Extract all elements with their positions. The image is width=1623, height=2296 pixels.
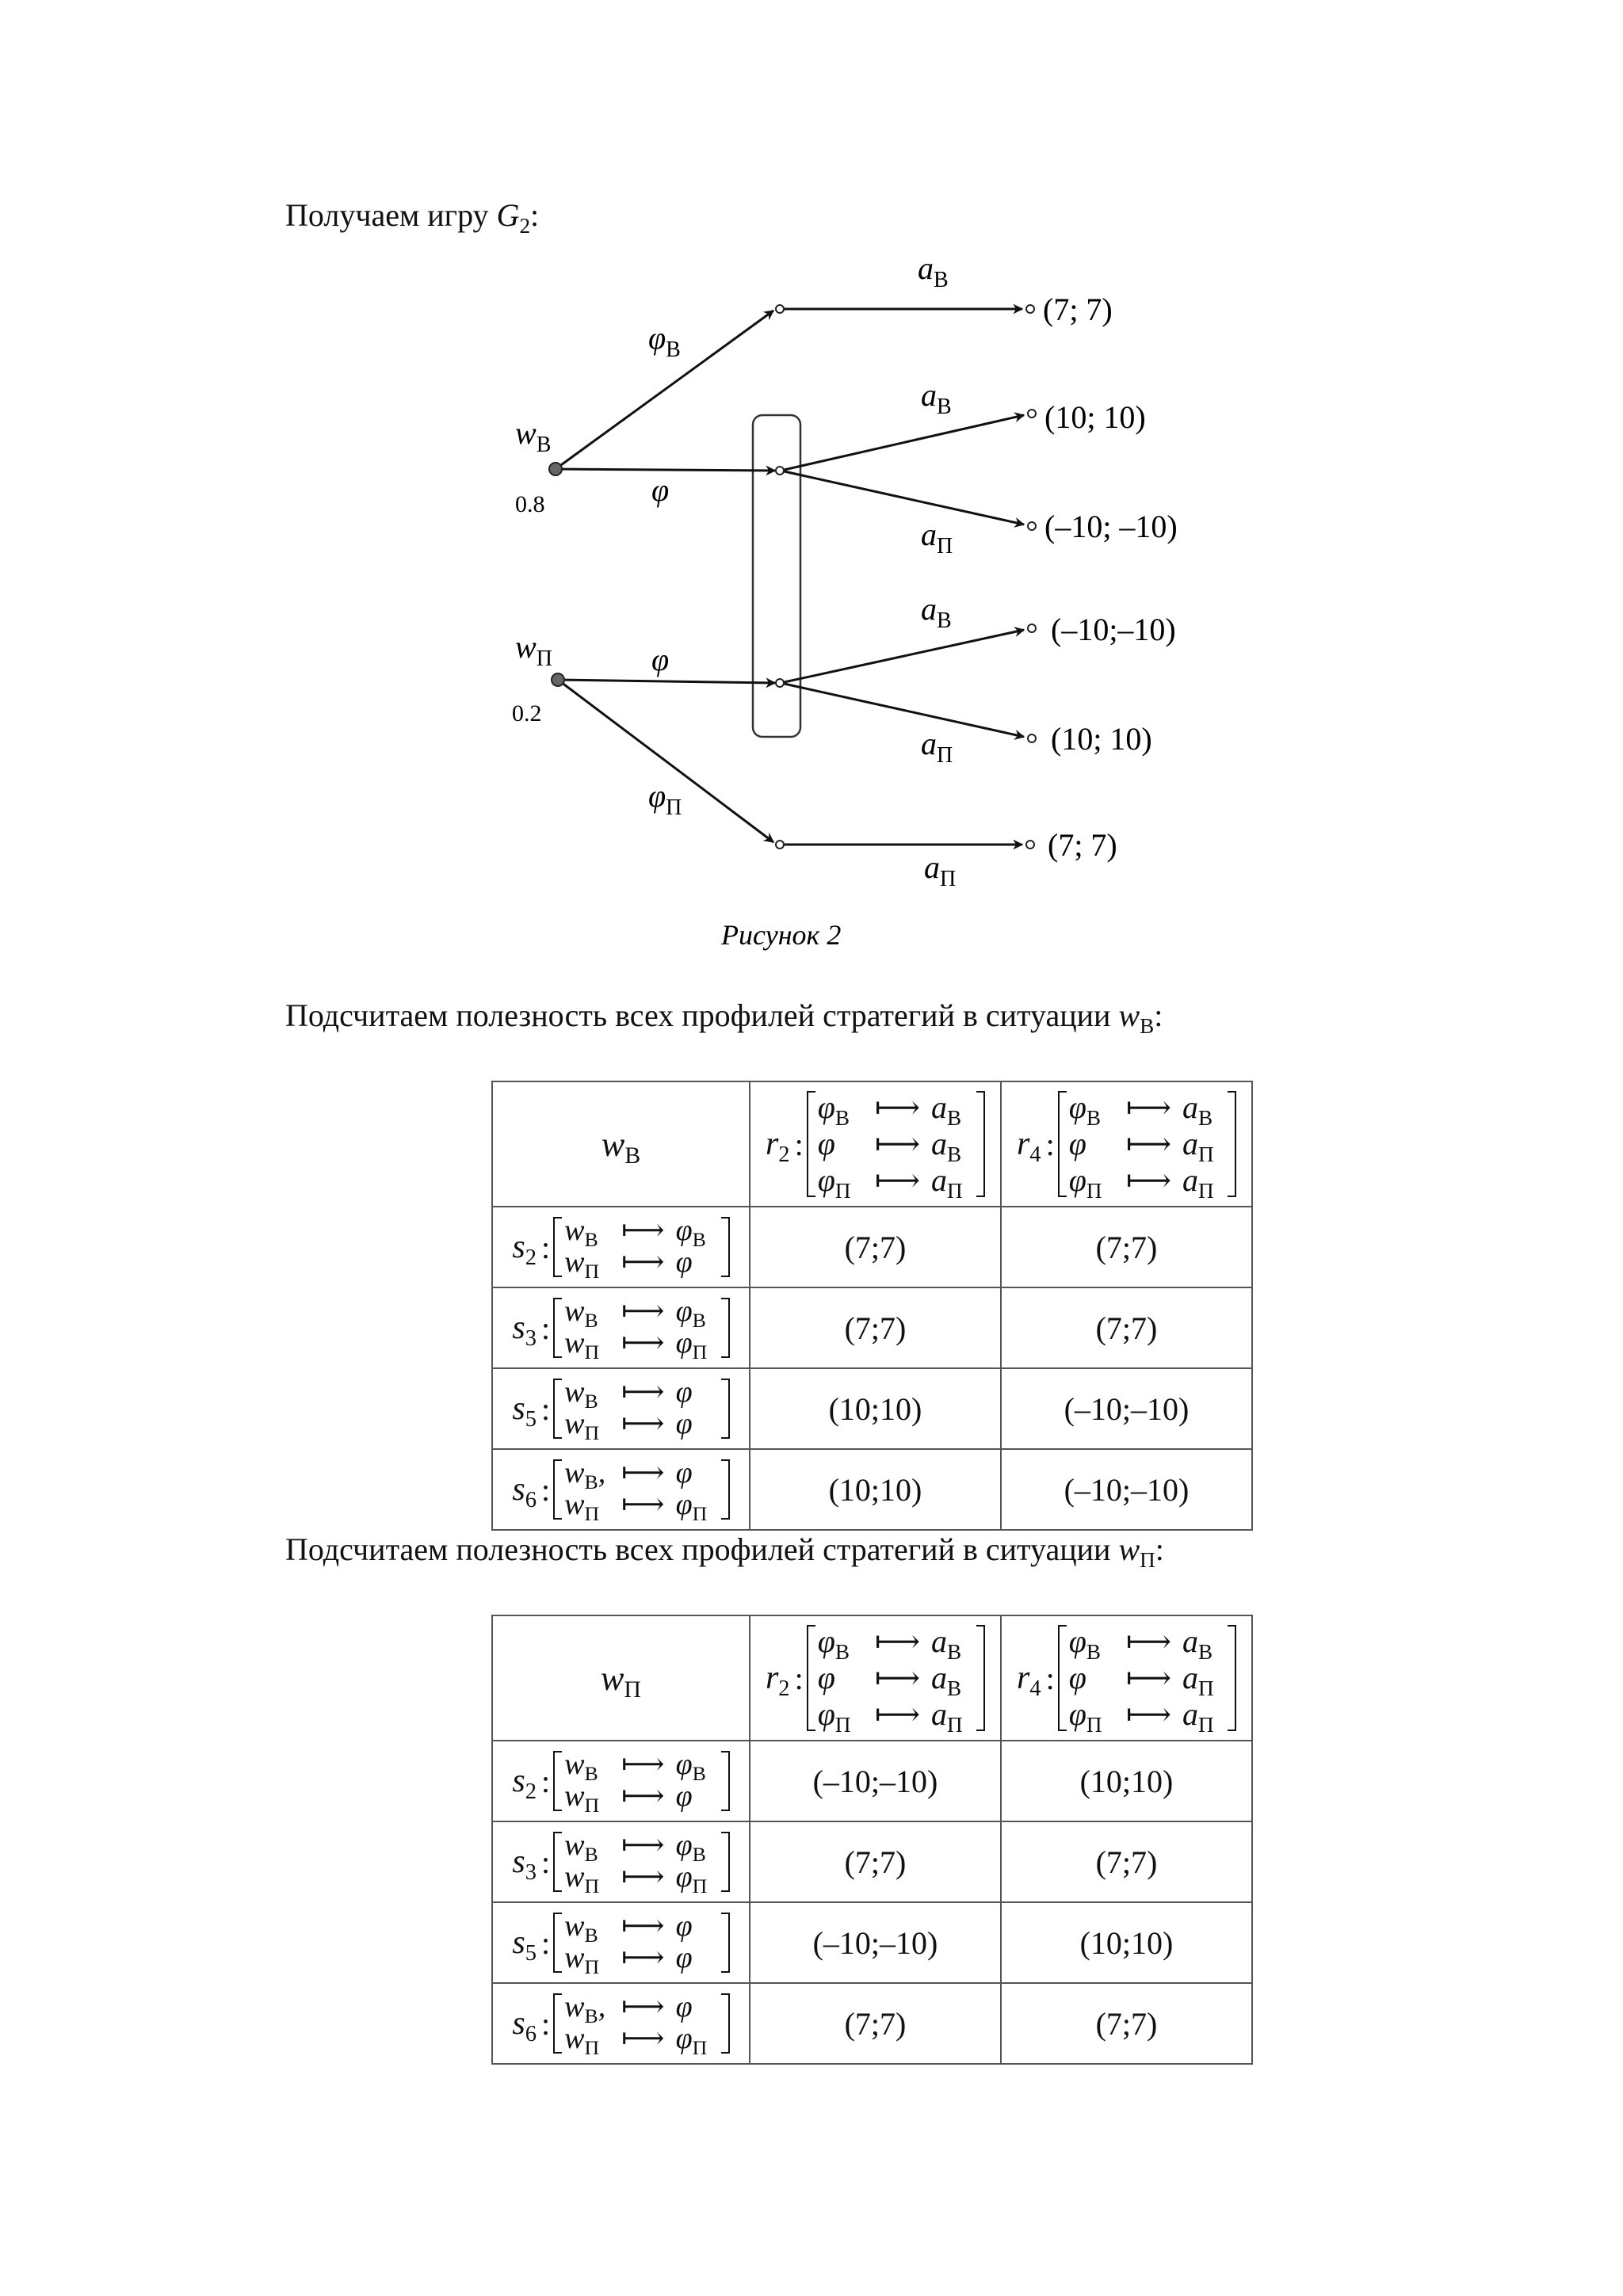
strategy-matrix: [553, 1295, 729, 1364]
map-to: φ: [675, 1245, 693, 1279]
strategy-matrix: [807, 1089, 985, 1203]
table-row: [492, 1207, 1252, 1287]
utility-value: (7;7): [750, 1821, 1001, 1902]
utility-value: (7;7): [750, 1983, 1001, 2064]
table-row: [492, 1983, 1252, 2064]
map-to: $\varphi_В$: [675, 1295, 706, 1333]
node-mid-1: [776, 305, 784, 313]
leaf-1: [1026, 305, 1034, 313]
edge-a3: [781, 471, 1024, 524]
table-header-row: [492, 1081, 1252, 1207]
table-row: [492, 1368, 1252, 1449]
map-from: $w_П$: [564, 1941, 600, 1979]
strategy-name: $r_4$: [1016, 1126, 1041, 1168]
map-to: $a_П$: [1182, 1696, 1214, 1737]
row-header-s2: $s_2$ : $w_В$ ⟼ $\varphi_В$ $w_П$ ⟼ φ: [492, 1741, 750, 1821]
map-from: φ: [1068, 1660, 1086, 1695]
map-to: φ: [675, 1909, 693, 1943]
payoff-5: (10; 10): [1051, 721, 1152, 757]
map-from: $\varphi_П$: [1068, 1162, 1102, 1203]
map-to: φ: [675, 1456, 693, 1490]
map-to: $a_В$: [931, 1126, 962, 1166]
intro-line: Получаем игру $G_2$:: [285, 197, 540, 238]
label-wB: $w_В$: [515, 415, 552, 457]
map-to: $a_В$: [931, 1660, 962, 1700]
maps-to-arrow: ⟼: [621, 1860, 665, 1894]
map-to: $\varphi_П$: [675, 1488, 708, 1526]
leaf-4: [1028, 624, 1036, 632]
strategy-name: $r_4$: [1016, 1660, 1041, 1702]
map-to: $\varphi_П$: [675, 2022, 708, 2060]
label-phiP: $\varphi_П$: [648, 778, 682, 820]
map-to: $\varphi_П$: [675, 1326, 708, 1364]
maps-to-arrow: ⟼: [621, 1779, 665, 1813]
map-to: $a_П$: [1182, 1126, 1214, 1166]
strategy-matrix: [553, 1748, 729, 1817]
strategy-matrix: [553, 1909, 729, 1979]
maps-to-arrow: ⟼: [621, 1748, 665, 1782]
node-mid-3: [776, 679, 784, 687]
row-header-s5: $s_5$ : $w_В$ ⟼ φ $w_П$ ⟼ φ: [492, 1368, 750, 1449]
maps-to-arrow: ⟼: [621, 1941, 665, 1974]
map-to: $a_П$: [1182, 1660, 1214, 1700]
maps-to-arrow: ⟼: [1125, 1126, 1172, 1161]
map-to: $\varphi_В$: [675, 1214, 706, 1252]
label-a3: $a_П$: [921, 517, 953, 559]
row-header-s3: $s_3$ : $w_В$ ⟼ $\varphi_В$ $w_П$ ⟼ $\varphi_П$: [492, 1821, 750, 1902]
row-header-s2: $s_2$ : $w_В$ ⟼ $\varphi_В$ $w_П$ ⟼ φ: [492, 1207, 750, 1287]
prob-wB: 0.8: [515, 491, 545, 517]
paragraph-situation-wP: Подсчитаем полезность всех профилей стратегий в ситуации $w_П$:: [285, 1531, 1164, 1572]
maps-to-arrow: ⟼: [621, 2022, 665, 2055]
strategy-name: $s_5$: [512, 1390, 537, 1432]
maps-to-arrow: ⟼: [874, 1126, 921, 1161]
utility-value: (7;7): [750, 1207, 1001, 1287]
map-from: φ: [817, 1660, 835, 1695]
maps-to-arrow: ⟼: [874, 1623, 921, 1659]
strategy-name: $s_3$: [512, 1844, 537, 1886]
utility-value: (–10;–10): [1001, 1449, 1252, 1530]
leaf-5: [1028, 734, 1036, 742]
corner-situation: $w_П$: [601, 1658, 641, 1703]
figure-caption: Рисунок 2: [721, 919, 842, 951]
strategy-matrix: [1058, 1623, 1236, 1737]
map-to: $a_В$: [931, 1623, 962, 1664]
map-to: $a_В$: [1182, 1623, 1213, 1664]
edge-phi-bot: [558, 680, 775, 683]
maps-to-arrow: ⟼: [621, 1488, 665, 1521]
payoff-6: (7; 7): [1048, 827, 1117, 863]
utility-value: (10;10): [750, 1368, 1001, 1449]
map-to: $a_В$: [1182, 1089, 1213, 1130]
map-from: $w_П$: [564, 2022, 600, 2060]
maps-to-arrow: ⟼: [1125, 1089, 1172, 1125]
maps-to-arrow: ⟼: [874, 1696, 921, 1732]
map-from: $\varphi_В$: [817, 1623, 850, 1664]
label-a1: $a_В$: [918, 250, 949, 292]
map-from: $\varphi_П$: [817, 1162, 851, 1203]
maps-to-arrow: ⟼: [874, 1660, 921, 1695]
map-from: $w_В$: [564, 1375, 598, 1413]
map-from: $\varphi_В$: [1068, 1089, 1101, 1130]
map-from: $w_П$: [564, 1407, 600, 1445]
row-header-s5: $s_5$ : $w_В$ ⟼ φ $w_П$ ⟼ φ: [492, 1902, 750, 1983]
table-row: [492, 1821, 1252, 1902]
maps-to-arrow: ⟼: [621, 1990, 665, 2024]
node-mid-2: [776, 467, 784, 475]
maps-to-arrow: ⟼: [874, 1089, 921, 1125]
table-row: [492, 1449, 1252, 1530]
map-to: φ: [675, 1375, 693, 1409]
map-from: $w_В$: [564, 1829, 598, 1867]
column-header-r4: $r_4$ : $\varphi_В$ ⟼ $a_В$ φ ⟼ $a_П$ $\varphi_П$ ⟼ $a_П$: [1001, 1615, 1252, 1741]
maps-to-arrow: ⟼: [621, 1375, 665, 1409]
maps-to-arrow: ⟼: [621, 1295, 665, 1329]
maps-to-arrow: ⟼: [1125, 1696, 1172, 1732]
label-a6: $a_П$: [924, 849, 957, 891]
utility-value: (7;7): [750, 1287, 1001, 1368]
strategy-matrix: [1058, 1089, 1236, 1203]
table-row: [492, 1741, 1252, 1821]
map-from: $\varphi_В$: [817, 1089, 850, 1130]
maps-to-arrow: ⟼: [1125, 1162, 1172, 1198]
table-row: [492, 1902, 1252, 1983]
payoff-1: (7; 7): [1043, 292, 1113, 327]
map-from: $w_В$: [564, 1909, 598, 1947]
strategy-name: $s_5$: [512, 1924, 537, 1966]
map-to: $\varphi_В$: [675, 1748, 706, 1786]
maps-to-arrow: ⟼: [621, 1214, 665, 1248]
map-from: φ: [817, 1126, 835, 1161]
column-header-r2: $r_2$ : $\varphi_В$ ⟼ $a_В$ φ ⟼ $a_В$ $\varphi_П$ ⟼ $a_П$: [750, 1081, 1001, 1207]
utility-value: (10;10): [750, 1449, 1001, 1530]
edge-phi-top: [556, 469, 775, 471]
label-wP: $w_П$: [515, 629, 552, 671]
strategy-matrix: [553, 1375, 729, 1445]
map-from: $\varphi_П$: [817, 1696, 851, 1737]
map-to: $a_В$: [931, 1089, 962, 1130]
label-a5: $a_П$: [921, 726, 953, 768]
strategy-name: $s_3$: [512, 1310, 537, 1352]
strategy-name: $s_2$: [512, 1763, 537, 1805]
payoff-4: (–10;–10): [1051, 612, 1176, 647]
utility-value: (7;7): [1001, 1287, 1252, 1368]
map-to: φ: [675, 1779, 693, 1813]
leaf-2: [1028, 410, 1036, 418]
table-corner-cell: [492, 1081, 750, 1207]
map-to: φ: [675, 1407, 693, 1440]
strategy-matrix: [553, 1829, 729, 1898]
node-wB: [549, 463, 562, 475]
utility-value: (7;7): [1001, 1207, 1252, 1287]
map-to: φ: [675, 1990, 693, 2024]
strategy-matrix: [553, 1456, 729, 1526]
column-header-r4: $r_4$ : $\varphi_В$ ⟼ $a_В$ φ ⟼ $a_П$ $\varphi_П$ ⟼ $a_П$: [1001, 1081, 1252, 1207]
node-wP: [552, 673, 564, 686]
row-header-s6: $s_6$ : $w_В$, ⟼ φ $w_П$ ⟼ $\varphi_П$: [492, 1449, 750, 1530]
prob-wP: 0.2: [512, 700, 542, 727]
leaf-6: [1026, 841, 1034, 849]
map-to: $a_П$: [931, 1162, 963, 1203]
map-to: $\varphi_В$: [675, 1829, 706, 1867]
map-from: φ: [1068, 1126, 1086, 1161]
game-tree-figure: [0, 0, 1623, 982]
leaf-3: [1028, 522, 1036, 530]
map-from: $w_В$: [564, 1748, 598, 1786]
map-to: $a_П$: [931, 1696, 963, 1737]
table-corner-cell: [492, 1615, 750, 1741]
row-header-s3: $s_3$ : $w_В$ ⟼ $\varphi_В$ $w_П$ ⟼ $\varphi_П$: [492, 1287, 750, 1368]
corner-situation: $w_В$: [601, 1124, 641, 1169]
strategy-name: $s_6$: [512, 2005, 537, 2047]
strategy-name: $r_2$: [765, 1660, 790, 1702]
utility-value: (7;7): [1001, 1821, 1252, 1902]
map-to: $a_П$: [1182, 1162, 1214, 1203]
map-from: $w_П$: [564, 1488, 600, 1526]
table-row: [492, 1287, 1252, 1368]
row-header-s6: $s_6$ : $w_В$, ⟼ φ $w_П$ ⟼ $\varphi_П$: [492, 1983, 750, 2064]
map-to: φ: [675, 1941, 693, 1974]
strategy-name: $r_2$: [765, 1126, 790, 1168]
maps-to-arrow: ⟼: [621, 1245, 665, 1279]
utility-value: (–10;–10): [750, 1902, 1001, 1983]
edge-a4: [781, 630, 1024, 683]
maps-to-arrow: ⟼: [621, 1407, 665, 1440]
label-a2: $a_В$: [921, 377, 952, 419]
maps-to-arrow: ⟼: [621, 1456, 665, 1490]
utility-value: (7;7): [1001, 1983, 1252, 2064]
label-phiB: $\varphi_В$: [648, 320, 681, 362]
utility-value: (–10;–10): [1001, 1368, 1252, 1449]
maps-to-arrow: ⟼: [874, 1162, 921, 1198]
paragraph-situation-wB: Подсчитаем полезность всех профилей стратегий в ситуации $w_В$:: [285, 997, 1163, 1038]
utility-table-wB: [491, 1081, 1253, 1531]
strategy-name: $s_2$: [512, 1229, 537, 1271]
maps-to-arrow: ⟼: [1125, 1623, 1172, 1659]
map-from: $\varphi_П$: [1068, 1696, 1102, 1737]
map-from: $w_В$,: [564, 1990, 606, 2028]
information-set-box: [753, 415, 800, 737]
edge-a5: [781, 683, 1024, 737]
strategy-name: $s_6$: [512, 1471, 537, 1513]
maps-to-arrow: ⟼: [621, 1909, 665, 1943]
payoff-2: (10; 10): [1044, 399, 1146, 435]
strategy-matrix: [553, 1990, 729, 2060]
utility-value: (10;10): [1001, 1741, 1252, 1821]
map-from: $w_В$,: [564, 1456, 606, 1494]
label-phi-bot: φ: [651, 642, 670, 677]
map-from: $w_П$: [564, 1245, 600, 1283]
map-from: $w_П$: [564, 1779, 600, 1817]
payoff-3: (–10; –10): [1044, 509, 1178, 544]
utility-value: (10;10): [1001, 1902, 1252, 1983]
edge-a2: [781, 415, 1024, 471]
map-from: $w_В$: [564, 1214, 598, 1252]
maps-to-arrow: ⟼: [1125, 1660, 1172, 1695]
label-phi-top: φ: [651, 472, 670, 508]
maps-to-arrow: ⟼: [621, 1326, 665, 1360]
game-symbol: $G_2$: [496, 197, 531, 238]
node-mid-4: [776, 841, 784, 849]
map-from: $w_В$: [564, 1295, 598, 1333]
label-a4: $a_В$: [921, 591, 952, 633]
strategy-matrix: [807, 1623, 985, 1737]
map-from: $\varphi_В$: [1068, 1623, 1101, 1664]
maps-to-arrow: ⟼: [621, 1829, 665, 1863]
map-to: $\varphi_П$: [675, 1860, 708, 1898]
strategy-matrix: [553, 1214, 729, 1283]
column-header-r2: $r_2$ : $\varphi_В$ ⟼ $a_В$ φ ⟼ $a_В$ $\varphi_П$ ⟼ $a_П$: [750, 1615, 1001, 1741]
intro-text: Получаем игру: [285, 197, 497, 233]
map-from: $w_П$: [564, 1326, 600, 1364]
utility-table-wP: [491, 1615, 1253, 2065]
table-header-row: [492, 1615, 1252, 1741]
map-from: $w_П$: [564, 1860, 600, 1898]
utility-value: (–10;–10): [750, 1741, 1001, 1821]
